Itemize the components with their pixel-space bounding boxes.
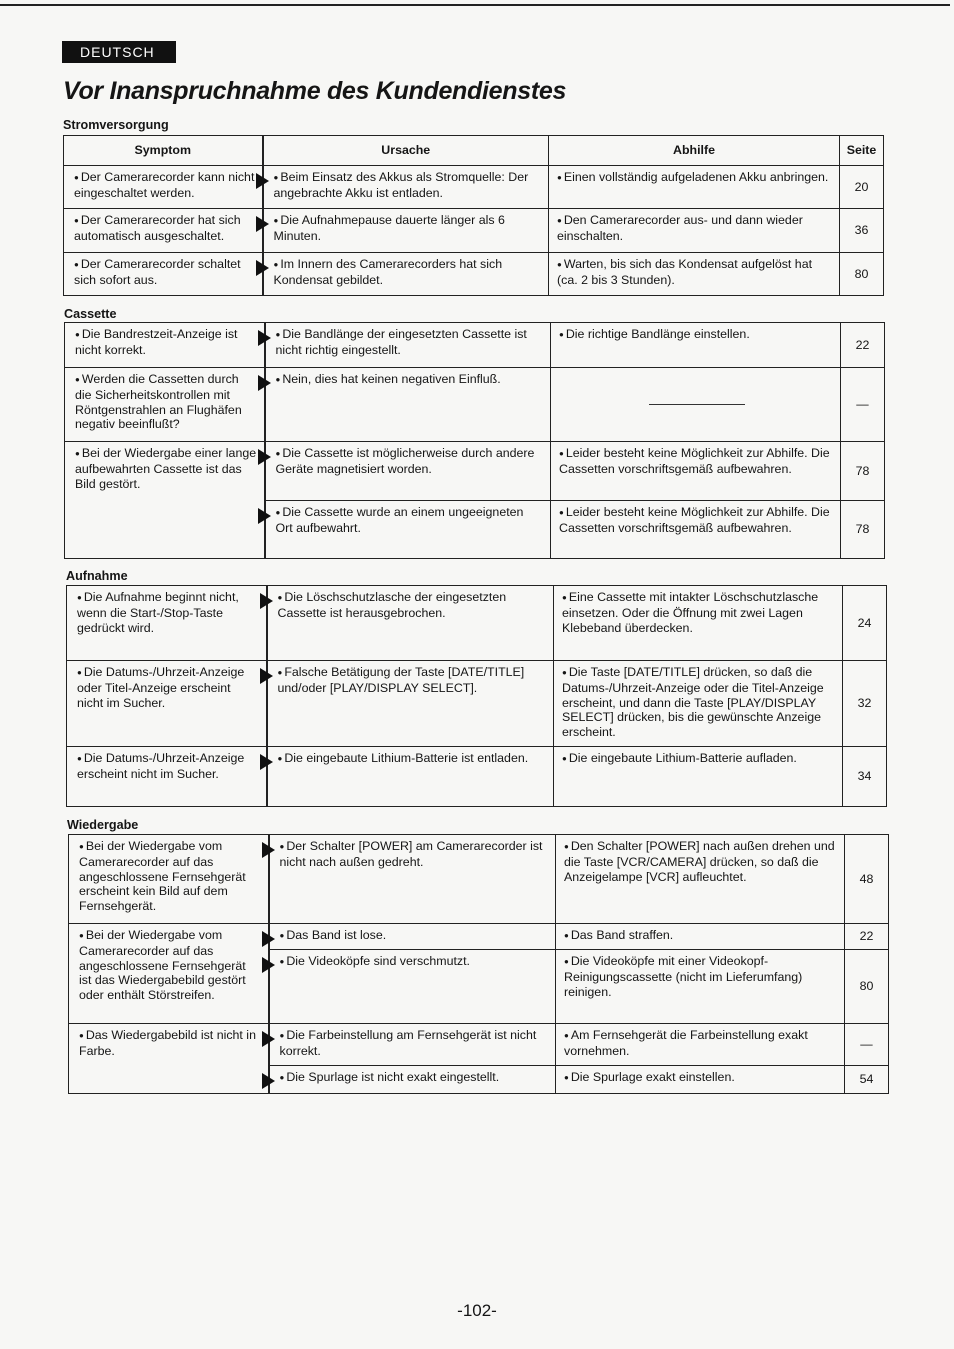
arrow-icon [258, 375, 271, 391]
page-ref: 54 [845, 1066, 889, 1094]
arrow-icon [262, 1031, 275, 1047]
remedy-text: ● Einen vollständig aufgeladenen Akku anbringen. [557, 170, 828, 184]
symptom-text: ● Die Aufnahme beginnt nicht, wenn die Start-/Stop-Taste gedrückt wird. [77, 590, 239, 635]
symptom-text: ● Das Wiedergabebild ist nicht in Farbe. [79, 1028, 256, 1058]
page-ref: 34 [843, 747, 887, 807]
remedy-text: ● Den Schalter [POWER] nach außen drehen und die Taste [VCR/CAMERA] drücken, so daß die Anzeigelampe [VCR] aufleuchtet. [564, 839, 835, 884]
cause-text: ● Im Innern des Camerarecorders hat sich Kondensat gebildet. [274, 257, 503, 287]
arrow-icon [262, 842, 275, 858]
table-stromversorgung [63, 135, 884, 296]
table-row [67, 661, 887, 747]
arrow-icon [258, 449, 271, 465]
symptom-text: ● Bei der Wiedergabe vom Camerarecorder auf das angeschlossene Fernsehgerät erscheint kein Bild auf dem Fernsehgerät. [79, 839, 246, 913]
col-page: Seite [840, 136, 884, 166]
col-symptom: Symptom [64, 136, 263, 166]
page-ref: 80 [845, 950, 889, 1024]
remedy-text: ● Die Videoköpfe mit einer Videokopf-Reinigungscassette (nicht im Lieferumfang) reinigen. [564, 954, 802, 999]
cause-text: ● Die Löschschutzlasche der eingesetzten Cassette ist herausgebrochen. [278, 590, 507, 620]
col-remedy: Abhilfe [549, 136, 840, 166]
page-ref: 22 [841, 323, 885, 368]
symptom-text: ● Der Camerarecorder hat sich automatisch ausgeschaltet. [74, 213, 241, 243]
cause-text: ● Die Farbeinstellung am Fernsehgerät ist nicht korrekt. [280, 1028, 537, 1058]
arrow-icon [262, 931, 275, 947]
arrow-icon [258, 508, 271, 524]
section-title-wiedergabe: Wiedergabe [67, 818, 139, 832]
symptom-text: ● Bei der Wiedergabe einer lange aufbewahrten Cassette ist das Bild gestört. [75, 446, 256, 491]
remedy-text: ● Eine Cassette mit intakter Löschschutzlasche einsetzen. Oder die Öffnung mit zwei Lagen Klebeband überdecken. [562, 590, 818, 635]
table-row [64, 166, 884, 209]
page-ref: 48 [845, 835, 889, 924]
cause-text: ● Die Bandlänge der eingesetzten Cassette ist nicht richtig eingestellt. [276, 327, 527, 357]
cause-text: ● Die Spurlage ist nicht exakt eingestellt. [280, 1070, 500, 1084]
symptom-text: ● Der Camerarecorder kann nicht eingeschaltet werden. [74, 170, 254, 200]
remedy-text: ● Leider besteht keine Möglichkeit zur Abhilfe. Die Cassetten vorschriftsgemäß aufbewahren. [559, 446, 830, 476]
arrow-icon [262, 1073, 275, 1089]
arrow-icon [260, 593, 273, 609]
dash-line [649, 404, 745, 405]
page-ref: — [845, 1024, 889, 1066]
table-row [69, 835, 889, 924]
col-cause: Ursache [263, 136, 549, 166]
cause-text: ● Das Band ist lose. [280, 928, 387, 942]
remedy-text: ● Die richtige Bandlänge einstellen. [559, 327, 750, 341]
section-title-stromversorgung: Stromversorgung [63, 118, 169, 132]
arrow-icon [260, 754, 273, 770]
page-ref: 36 [840, 209, 884, 253]
symptom-text: ● Die Datums-/Uhrzeit-Anzeige erscheint nicht im Sucher. [77, 751, 244, 781]
page-ref: 24 [843, 586, 887, 661]
remedy-text: ● Die Spurlage exakt einstellen. [564, 1070, 735, 1084]
table-header-row [64, 136, 884, 166]
section-title-aufnahme: Aufnahme [66, 569, 128, 583]
page-number: -102- [457, 1301, 497, 1320]
cause-text: ● Die Cassette wurde an einem ungeeigneten Ort aufbewahrt. [276, 505, 524, 535]
table-wiedergabe [68, 834, 889, 1094]
table-row [65, 501, 885, 559]
page-ref: 80 [840, 253, 884, 296]
page-ref: 22 [845, 924, 889, 950]
arrow-icon [256, 173, 269, 189]
language-badge: DEUTSCH [62, 41, 176, 63]
table-row [65, 323, 885, 368]
top-rule [0, 4, 950, 6]
remedy-text: ● Am Fernsehgerät die Farbeinstellung exakt vornehmen. [564, 1028, 808, 1058]
cause-text: ● Die Aufnahmepause dauerte länger als 6 Minuten. [274, 213, 505, 243]
table-row [65, 442, 885, 501]
remedy-text: ● Die eingebaute Lithium-Batterie aufladen. [562, 751, 797, 765]
table-row [64, 253, 884, 296]
symptom-text: ● Der Camerarecorder schaltet sich sofort aus. [74, 257, 241, 287]
table-row [65, 368, 885, 442]
cause-text: ● Die Cassette ist möglicherweise durch andere Geräte magnetisiert worden. [276, 446, 535, 476]
symptom-text: ● Bei der Wiedergabe vom Camerarecorder auf das angeschlossene Fernsehgerät ist das Wiedergabebild gestört oder enthält Störstreifen. [79, 928, 246, 1002]
cause-text: ● Die eingebaute Lithium-Batterie ist entladen. [278, 751, 529, 765]
page-title: Vor Inanspruchnahme des Kundendienstes [63, 77, 567, 105]
page-ref: 32 [843, 661, 887, 747]
cause-text: ● Falsche Betätigung der Taste [DATE/TITLE] und/oder [PLAY/DISPLAY SELECT]. [278, 665, 525, 695]
table-row [67, 747, 887, 807]
table-row [67, 586, 887, 661]
remedy-text: ● Den Camerarecorder aus- und dann wieder einschalten. [557, 213, 803, 243]
table-aufnahme [66, 585, 887, 807]
table-cassette [64, 322, 885, 559]
remedy-text: ● Warten, bis sich das Kondensat aufgelöst hat (ca. 2 bis 3 Stunden). [557, 257, 812, 287]
remedy-text: ● Die Taste [DATE/TITLE] drücken, so daß die Datums-/Uhrzeit-Anzeige oder die Titel-Anzeige erscheint, und dann die Taste [PLAY/DISPLAY SELECT] drücken, bis die gewünschte Anzeige erscheint. [562, 665, 824, 739]
section-title-cassette: Cassette [64, 307, 117, 321]
remedy-empty [551, 368, 841, 442]
symptom-text: ● Werden die Cassetten durch die Sicherheitskontrollen mit Röntgenstrahlen an Flughäfen negativ beeinflußt? [75, 372, 242, 431]
cause-text: ● Die Videoköpfe sind verschmutzt. [280, 954, 471, 968]
page-ref: 78 [841, 501, 885, 559]
table-row [69, 1024, 889, 1066]
remedy-text: ● Leider besteht keine Möglichkeit zur Abhilfe. Die Cassetten vorschriftsgemäß aufbewahren. [559, 505, 830, 535]
arrow-icon [262, 957, 275, 973]
cause-text: ● Beim Einsatz des Akkus als Stromquelle: Der angebrachte Akku ist entladen. [274, 170, 529, 200]
arrow-icon [258, 330, 271, 346]
symptom-continued [65, 501, 265, 559]
remedy-text: ● Das Band straffen. [564, 928, 673, 942]
page-ref: 20 [840, 166, 884, 209]
cause-text: ● Der Schalter [POWER] am Camerarecorder ist nicht nach außen gedreht. [280, 839, 543, 869]
symptom-text: ● Die Bandrestzeit-Anzeige ist nicht korrekt. [75, 327, 238, 357]
cause-text: ● Nein, dies hat keinen negativen Einfluß. [276, 372, 501, 386]
table-row [69, 924, 889, 950]
arrow-icon [256, 260, 269, 276]
arrow-icon [260, 668, 273, 684]
symptom-text: ● Die Datums-/Uhrzeit-Anzeige oder Titel-Anzeige erscheint nicht im Sucher. [77, 665, 244, 710]
arrow-icon [256, 216, 269, 232]
table-row [64, 209, 884, 253]
page-ref: — [841, 368, 885, 442]
page-ref: 78 [841, 442, 885, 501]
